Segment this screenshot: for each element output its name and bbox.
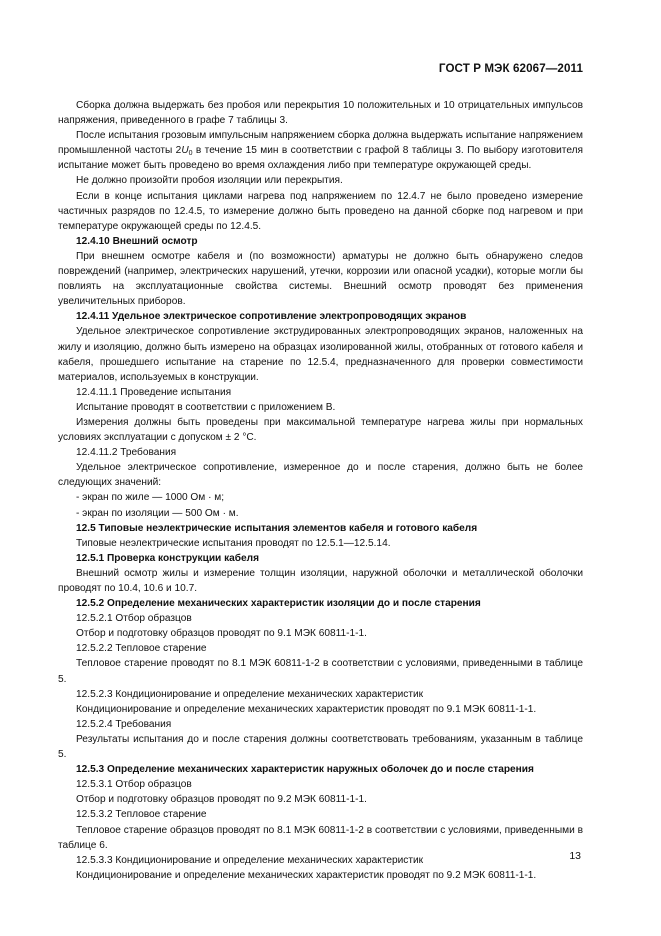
paragraph: Не должно произойти пробоя изоляции или перекрытия. xyxy=(76,175,343,187)
paragraph: Тепловое старение образцов проводят по 8.1 МЭК 60811-1-2 в соответствии с условиями, приведенными в таблице 6. xyxy=(58,824,583,851)
paragraph: Удельное электрическое сопротивление, измеренное до и после старения, должно быть не более следующих значений: xyxy=(58,462,583,489)
paragraph: Испытание проводят в соответствии с приложением В. xyxy=(76,401,336,413)
paragraph: Кондиционирование и определение механических характеристик проводят по 9.1 МЭК 60811-1-1. xyxy=(76,703,537,715)
subsection-heading: 12.5.3.2 Тепловое старение xyxy=(76,809,207,821)
paragraph: Внешний осмотр жилы и измерение толщин изоляции, наружной оболочки и металлической оболочки проводят по 10.4, 10.6 и 10.7. xyxy=(58,567,583,594)
paragraph: Удельное электрическое сопротивление экструдированных электропроводящих экранов, наложенных на жилу и изоляцию, должно быть измерено на образцах изолированной жилы, отобранных от готового кабеля и кабеля, прошедшего испытание на старение по 12.5.4, предназначенного для проверки совместимости материалов, используемых в конструкции. xyxy=(58,326,583,383)
paragraph: Типовые неэлектрические испытания проводят по 12.5.1—12.5.14. xyxy=(76,537,391,549)
section-heading: 12.4.11 Удельное электрическое сопротивление электропроводящих экранов xyxy=(76,311,467,323)
document-body xyxy=(58,98,583,883)
paragraph: Результаты испытания до и после старения должны соответствовать требованиям, указанным в таблице 5. xyxy=(58,733,583,761)
voltage-subscript: 0 xyxy=(188,150,193,158)
paragraph xyxy=(58,128,583,173)
list-item: - экран по изоляции — 500 Ом · м. xyxy=(76,507,239,519)
paragraph: При внешнем осмотре кабеля и (по возможности) арматуры не должно быть обнаружено следов повреждений (например, электрических нарушений, утечки, коррозии или опасной усадки), которые могли бы повлиять на эксплуатационные свойства системы. Внешний осмотр проводят без применения увеличительных приборов. xyxy=(58,250,583,308)
subsection-heading: 12.5.3.1 Отбор образцов xyxy=(76,779,192,791)
subsection-heading: 12.5.2.2 Тепловое старение xyxy=(76,643,207,655)
section-heading: 12.4.10 Внешний осмотр xyxy=(76,235,198,247)
paragraph: Если в конце испытания циклами нагрева под напряжением по 12.4.7 не было проведено измерение частичных разрядов по 12.4.5, то измерение должно быть проведено на данной сборке под нагревом и при температуре окружающей среды по 12.4.5. xyxy=(58,190,583,232)
paragraph: Сборка должна выдержать без пробоя или перекрытия 10 положительных и 10 отрицательных импульсов напряжения, приведенного в графе 7 таблицы 3. xyxy=(58,100,583,127)
subsection-heading: 12.5.2.3 Кондиционирование и определение механических характеристик xyxy=(76,688,424,700)
subsection-heading: 12.5.2.4 Требования xyxy=(76,718,172,730)
section-heading: 12.5.2 Определение механических характеристик изоляции до и после старения xyxy=(76,598,481,610)
page-number: 13 xyxy=(569,850,581,862)
voltage-symbol: U xyxy=(181,145,189,157)
subsection-heading: 12.4.11.1 Проведение испытания xyxy=(76,386,232,398)
section-heading: 12.5.3 Определение механических характеристик наружных оболочек до и после старения xyxy=(76,764,534,776)
paragraph: Измерения должны быть проведены при максимальной температуре нагрева жилы при нормальных условиях эксплуатации с допуском ± 2 °С. xyxy=(58,416,583,444)
paragraph: Тепловое старение проводят по 8.1 МЭК 60811-1-2 в соответствии с условиями, приведенными в таблице 5. xyxy=(58,658,583,685)
list-item: - экран по жиле — 1000 Ом · м; xyxy=(76,492,225,504)
paragraph: Кондиционирование и определение механических характеристик проводят по 9.2 МЭК 60811-1-1. xyxy=(76,869,537,881)
paragraph: Отбор и подготовку образцов проводят по 9.2 МЭК 60811-1-1. xyxy=(76,794,367,806)
paragraph-text: После испытания грозовым импульсным напряжением сборка должна выдержать испытание напряжением промышленной частоты 2 xyxy=(58,130,583,157)
paragraph-text: в течение 15 мин в соответствии с графой 8 таблицы 3. По выбору изготовителя испытание может быть проведено во время охлаждения либо при температуре окружающей среды. xyxy=(58,145,583,172)
subsection-heading: 12.4.11.2 Требования xyxy=(76,447,177,459)
section-heading: 12.5 Типовые неэлектрические испытания элементов кабеля и готового кабеля xyxy=(76,522,478,534)
standard-header: ГОСТ Р МЭК 62067—2011 xyxy=(438,62,583,75)
paragraph: Отбор и подготовку образцов проводят по 9.1 МЭК 60811-1-1. xyxy=(76,628,367,640)
subsection-heading: 12.5.2.1 Отбор образцов xyxy=(76,613,192,625)
subsection-heading: 12.5.3.3 Кондиционирование и определение механических характеристик xyxy=(76,854,424,866)
section-heading: 12.5.1 Проверка конструкции кабеля xyxy=(76,552,260,564)
